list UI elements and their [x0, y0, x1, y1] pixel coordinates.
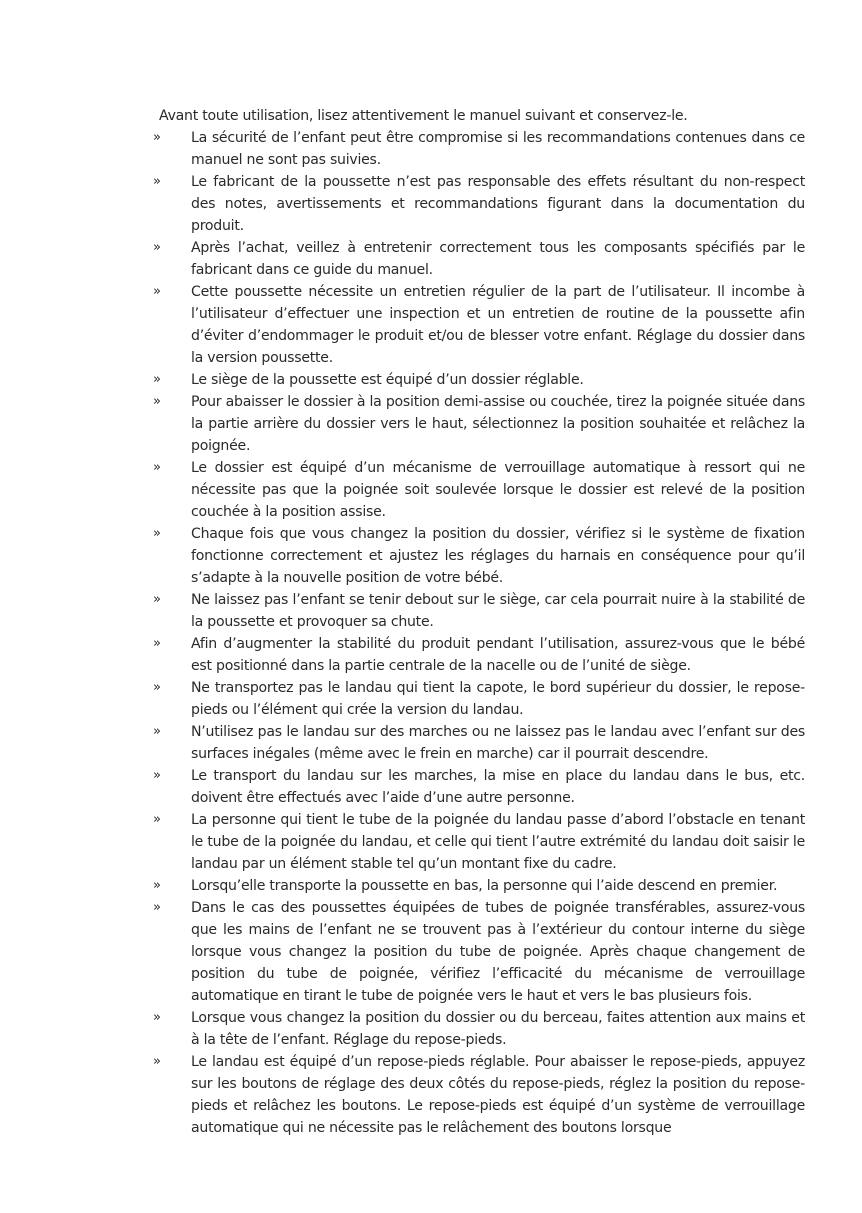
list-item — [153, 589, 805, 633]
list-item — [153, 1007, 805, 1051]
list-item-text: Chaque fois que vous changez la position du dossier, vérifiez si le système de fixation fonctionne correctement et ajustez les réglages du harnais en conséquence pour qu’il s’adapte à la nouvelle position de votre bébé. — [191, 526, 805, 586]
intro-paragraph: Avant toute utilisation, lisez attentivement le manuel suivant et conservez-le. — [159, 108, 688, 124]
list-item — [153, 875, 805, 897]
list-item-text: Le landau est équipé d’un repose-pieds réglable. Pour abaisser le repose-pieds, appuyez sur les boutons de réglage des deux côtés du repose-pieds, réglez la position du repose-pieds et relâchez les boutons. Le repose-pieds est équipé d’un système de verrouillage automatique qui ne nécessite pas le relâchement des boutons lorsque — [191, 1054, 805, 1136]
list-item — [153, 721, 805, 765]
bullet-marker: » — [153, 768, 161, 783]
list-item-text: Afin d’augmenter la stabilité du produit pendant l’utilisation, assurez-vous que le bébé est positionné dans la partie centrale de la nacelle ou de l’unité de siège. — [191, 636, 805, 674]
bullet-marker: » — [153, 1010, 161, 1025]
list-item — [153, 369, 805, 391]
list-item-text: Dans le cas des poussettes équipées de tubes de poignée transférables, assurez-vous que les mains de l’enfant ne se trouvent pas à l’extérieur du contour interne du siège lorsque vous changez la position du tube de poignée. Après chaque changement de position du tube de poignée, vérifiez l’efficacité du mécanisme de verrouillage automatique en tirant le tube de poignée vers le haut et vers le bas plusieurs fois. — [191, 900, 805, 1004]
list-item — [153, 457, 805, 523]
bullet-marker: » — [153, 372, 161, 387]
instruction-list — [153, 127, 805, 1139]
list-item-text: La sécurité de l’enfant peut être compromise si les recommandations contenues dans ce manuel ne sont pas suivies. — [191, 130, 805, 168]
bullet-marker: » — [153, 460, 161, 475]
list-item-text: Le fabricant de la poussette n’est pas responsable des effets résultant du non-respect des notes, avertissements et recommandations figurant dans la documentation du produit. — [191, 174, 805, 234]
bullet-marker: » — [153, 680, 161, 695]
list-item-text: Le transport du landau sur les marches, la mise en place du landau dans le bus, etc. doivent être effectués avec l’aide d’une autre personne. — [191, 768, 805, 806]
bullet-marker: » — [153, 240, 161, 255]
list-item — [153, 171, 805, 237]
bullet-marker: » — [153, 130, 161, 145]
list-item-text: Le dossier est équipé d’un mécanisme de verrouillage automatique à ressort qui ne nécessite pas que la poignée soit soulevée lorsque le dossier est relevé de la position couchée à la position assise. — [191, 460, 805, 520]
bullet-marker: » — [153, 900, 161, 915]
list-item — [153, 765, 805, 809]
bullet-marker: » — [153, 174, 161, 189]
list-item — [153, 237, 805, 281]
list-item-text: Ne laissez pas l’enfant se tenir debout sur le siège, car cela pourrait nuire à la stabilité de la poussette et provoquer sa chute. — [191, 592, 805, 630]
bullet-marker: » — [153, 724, 161, 739]
bullet-marker: » — [153, 1054, 161, 1069]
list-item-text: Cette poussette nécessite un entretien régulier de la part de l’utilisateur. Il incombe à l’utilisateur d’effectuer une inspection et un entretien de routine de la poussette afin d’éviter d’endommager le produit et/ou de blesser votre enfant. Réglage du dossier dans la version poussette. — [191, 284, 805, 366]
list-item — [153, 809, 805, 875]
list-item-text: Pour abaisser le dossier à la position demi-assise ou couchée, tirez la poignée située dans la partie arrière du dossier vers le haut, sélectionnez la position souhaitée et relâchez la poignée. — [191, 394, 805, 454]
list-item — [153, 897, 805, 1007]
bullet-marker: » — [153, 592, 161, 607]
list-item-text: Après l’achat, veillez à entretenir correctement tous les composants spécifiés par le fabricant dans ce guide du manuel. — [191, 240, 805, 278]
bullet-marker: » — [153, 812, 161, 827]
list-item-text: Ne transportez pas le landau qui tient la capote, le bord supérieur du dossier, le repose-pieds ou l’élément qui crée la version du landau. — [191, 680, 805, 718]
list-item — [153, 1051, 805, 1139]
bullet-marker: » — [153, 878, 161, 893]
list-item-text: Lorsque vous changez la position du dossier ou du berceau, faites attention aux mains et à la tête de l’enfant. Réglage du repose-pieds. — [191, 1010, 805, 1048]
list-item-text: N’utilisez pas le landau sur des marches ou ne laissez pas le landau avec l’enfant sur des surfaces inégales (même avec le frein en marche) car il pourrait descendre. — [191, 724, 805, 762]
list-item-text: Le siège de la poussette est équipé d’un dossier réglable. — [191, 372, 584, 388]
list-item-text: Lorsqu’elle transporte la poussette en bas, la personne qui l’aide descend en premier. — [191, 878, 778, 894]
bullet-marker: » — [153, 636, 161, 651]
list-item — [153, 523, 805, 589]
bullet-marker: » — [153, 394, 161, 409]
list-item-text: La personne qui tient le tube de la poignée du landau passe d’abord l’obstacle en tenant le tube de la poignée du landau, et celle qui tient l’autre extrémité du landau doit saisir le landau par un élément stable tel qu’un montant fixe du cadre. — [191, 812, 805, 872]
list-item — [153, 281, 805, 369]
manual-text — [153, 105, 805, 1139]
list-item — [153, 677, 805, 721]
list-item — [153, 633, 805, 677]
bullet-marker: » — [153, 526, 161, 541]
list-item — [153, 127, 805, 171]
list-item — [153, 391, 805, 457]
bullet-marker: » — [153, 284, 161, 299]
